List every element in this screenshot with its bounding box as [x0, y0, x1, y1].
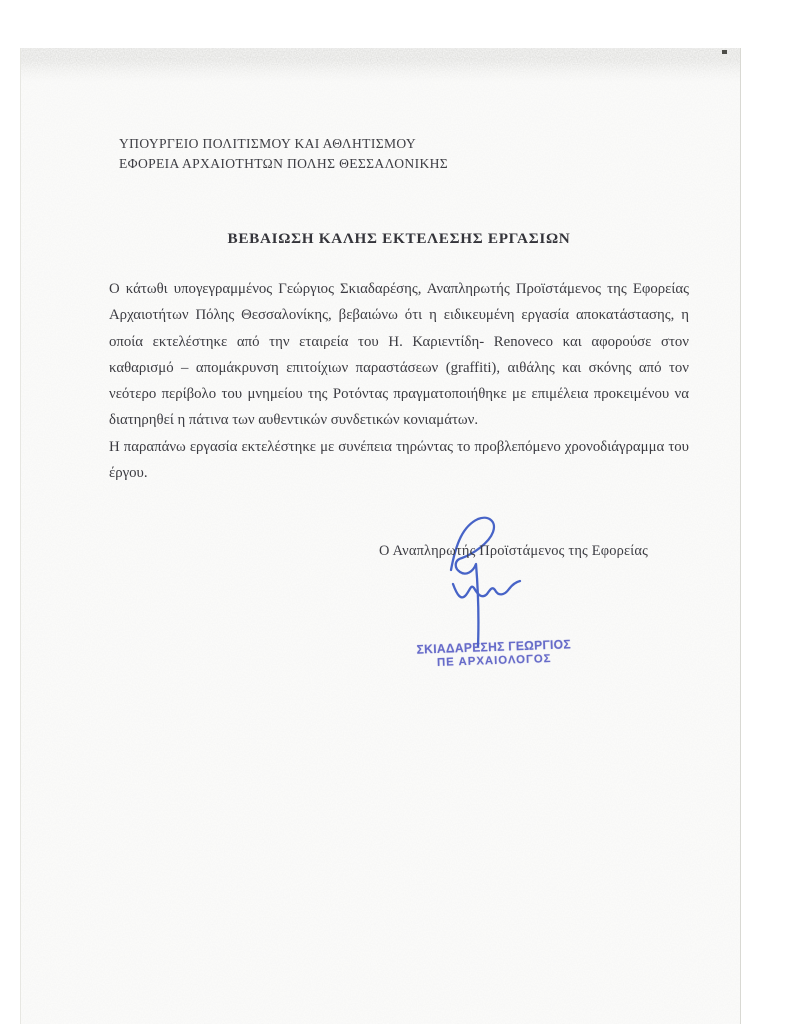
signature-wave: [453, 581, 520, 597]
paper-grain-texture: [21, 48, 740, 1024]
body-paragraph-1: Ο κάτωθι υπογεγραμμένος Γεώργιος Σκιαδαρέσης, Αναπληρωτής Προϊστάμενος της Εφορείας Αρχαιοτήτων Πόλης Θεσσαλονίκης, βεβαιώνω ότι η ειδικευμένη εργασία αποκατάστασης, η οποία εκτελέστηκε από την εταιρεία του Η. Καριεντίδη- Renoveco και αφορούσε στον καθαρισμό – απομάκρυνση επιτοίχιων παραστάσεων (graffiti), αιθάλης και σκόνης από τον νεότερο περίβολο του μνημείου της Ροτόντας πραγματοποιήθηκε με επιμέλεια προκειμένου να διατηρηθεί η πάτινα των αυθεντικών συνδετικών κονιαμάτων.: [109, 281, 689, 429]
stamp-title-line: ΠΕ ΑΡΧΑΙΟΛΟΓΟΣ: [436, 652, 552, 669]
signoff-role-line: Ο Αναπληρωτής Προϊστάμενος της Εφορείας: [379, 543, 648, 559]
document-title: ΒΕΒΑΙΩΣΗ ΚΑΛΗΣ ΕΚΤΕΛΕΣΗΣ ΕΡΓΑΣΙΩΝ: [227, 230, 571, 247]
scanned-page: [20, 48, 741, 1024]
document-body: [109, 276, 689, 486]
body-paragraph-2: Η παραπάνω εργασία εκτελέστηκε με συνέπεια τηρώντας το προβλεπόμενο χρονοδιάγραμμα του έργου.: [109, 438, 689, 482]
pencil-mark: [722, 50, 727, 54]
name-stamp: [404, 637, 585, 670]
signature-loop-and-stem: [451, 518, 494, 646]
ministry-name: ΥΠΟΥΡΓΕΙΟ ΠΟΛΙΤΙΣΜΟΥ ΚΑΙ ΑΘΛΗΤΙΣΜΟΥ: [119, 136, 417, 151]
stamp-name-line: ΣΚΙΑΔΑΡΕΣΗΣ ΓΕΩΡΓΙΟΣ: [416, 637, 572, 657]
org-header: [119, 134, 448, 174]
scanner-noise-band: [21, 48, 740, 82]
ephorate-name: ΕΦΟΡΕΙΑ ΑΡΧΑΙΟΤΗΤΩΝ ΠΟΛΗΣ ΘΕΣΣΑΛΟΝΙΚΗΣ: [119, 156, 449, 171]
signature-ink: [436, 514, 546, 650]
